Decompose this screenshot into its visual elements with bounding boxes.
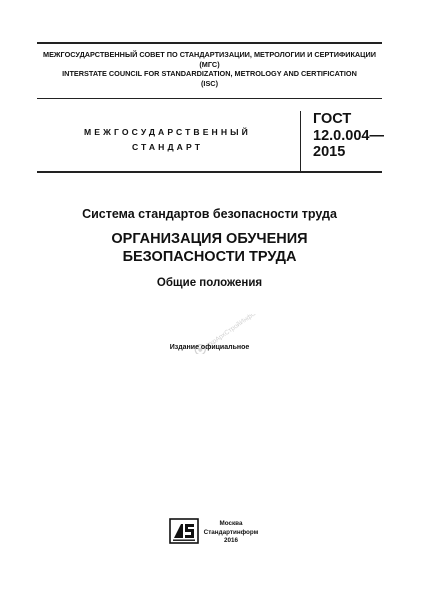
- system-title: Система стандартов безопасности труда: [82, 207, 337, 221]
- standard-designation: [313, 111, 384, 161]
- standard-type: [60, 125, 275, 155]
- header-divider: [37, 98, 382, 99]
- main-title-line2: БЕЗОПАСНОСТИ ТРУДА: [122, 248, 297, 265]
- council-name-en: INTERSTATE COUNCIL FOR STANDARDIZATION, METROLOGY AND CERTIFICATION: [62, 69, 357, 79]
- standard-type-line2: СТАНДАРТ: [131, 142, 204, 152]
- standartinform-logo-icon: [169, 518, 199, 544]
- main-title-line1: ОРГАНИЗАЦИЯ ОБУЧЕНИЯ: [111, 231, 308, 247]
- council-header: [37, 50, 382, 88]
- council-abbr-ru: (МГС): [199, 59, 220, 69]
- publisher-year: 2016: [223, 537, 238, 544]
- watermark: [186, 314, 256, 359]
- publisher-city: Москва: [219, 520, 243, 527]
- designation-line2: 12.0.004—: [313, 127, 384, 144]
- council-abbr-en: (ISC): [200, 78, 219, 88]
- publisher-info: [200, 520, 262, 546]
- publisher-name: Стандартинформ: [203, 528, 259, 536]
- title-divider: [37, 171, 382, 173]
- subtitle: Общие положения: [156, 277, 263, 289]
- designation-line1: ГОСТ: [313, 111, 352, 127]
- top-divider: [37, 42, 382, 44]
- council-name-ru: МЕЖГОСУДАРСТВЕННЫЙ СОВЕТ ПО СТАНДАРТИЗАЦИИ, МЕТРОЛОГИИ И СЕРТИФИКАЦИИ: [42, 50, 376, 59]
- main-title: [37, 231, 382, 266]
- vertical-divider: [300, 111, 301, 171]
- edition-label: Издание официальное: [169, 344, 250, 351]
- standard-type-line1: МЕЖГОСУДАРСТВЕННЫЙ: [84, 127, 251, 137]
- watermark-text: УкрАрхСтройИнформ: [205, 314, 256, 350]
- designation-line3: 2015: [313, 144, 346, 160]
